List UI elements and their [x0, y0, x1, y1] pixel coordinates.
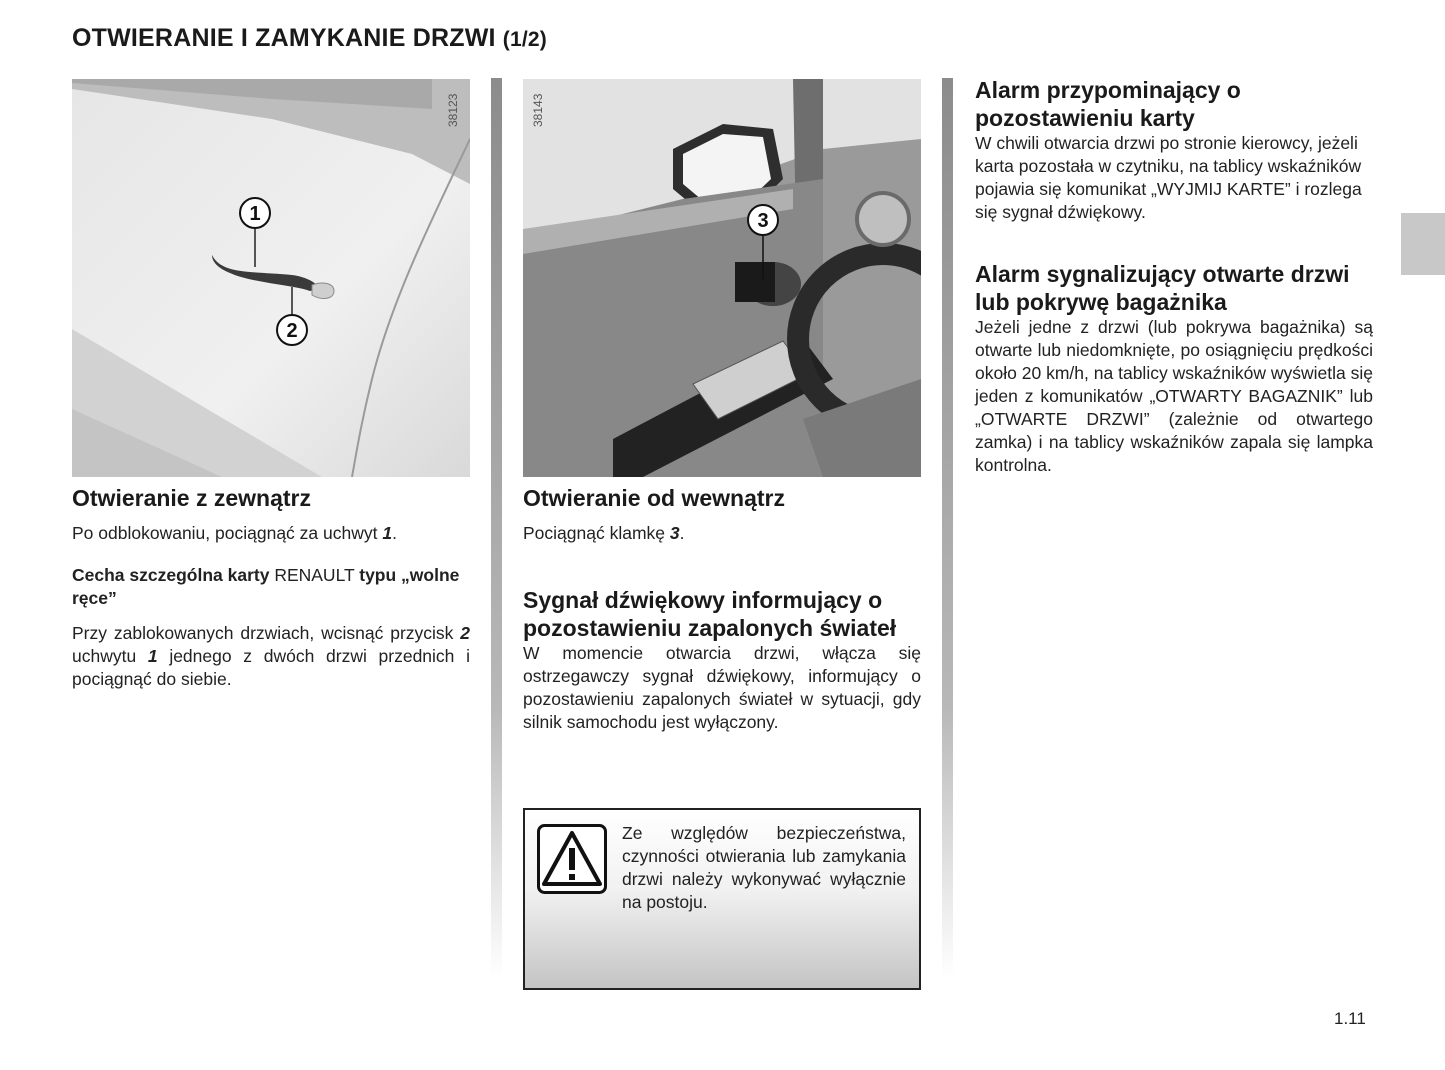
ref-handle-1b: 1: [147, 646, 158, 666]
heading-card-reminder: Alarm przypominający o pozostawieniu karty: [975, 77, 1241, 131]
paragraph-lights-signal: W momencie otwarcia drzwi, włącza się ostrzegawczy sygnał dźwiękowy, informujący o pozostawieniu zapalonych świateł w sytuacji, gdy silnik samochodu jest wyłączony.: [523, 643, 921, 732]
paragraph-unlock-end: .: [392, 523, 397, 543]
page-title-text: OTWIERANIE I ZAMYKANIE DRZWI: [72, 24, 496, 52]
safety-warning-text: Ze względów bezpieczeństwa, czynności otwierania lub zamykania drzwi należy wykonywać wyłącznie na postoju.: [622, 823, 906, 912]
ref-button-2: 2: [460, 623, 470, 643]
page-title: [72, 24, 547, 53]
column-separator-left: [491, 78, 502, 978]
figure-number: 38123: [446, 93, 460, 127]
paragraph-locked-b: uchwytu: [72, 646, 148, 666]
card-feature-bold1: Cecha szczególna karty: [72, 565, 270, 585]
paragraph-pull-end: .: [679, 523, 685, 543]
left-column: [72, 484, 470, 691]
callout-3: 3: [757, 210, 769, 232]
heading-lights-signal: Sygnał dźwiękowy informujący o pozostawieniu zapalonych świateł: [523, 587, 897, 641]
right-column: [975, 76, 1373, 477]
interior-door-illustration: [523, 79, 921, 477]
paragraph-locked-a: Przy zablokowanych drzwiach, wcisnąć przycisk: [72, 623, 461, 643]
card-feature-note: [72, 564, 470, 610]
paragraph-unlock: [72, 522, 470, 545]
heading-opening-outside: Otwieranie z zewnątrz: [72, 485, 312, 511]
paragraph-locked-doors: [72, 622, 470, 691]
exterior-door-illustration: [72, 79, 470, 477]
heading-open-door-alarm: Alarm sygnalizujący otwarte drzwi lub pokrywę bagażnika: [975, 261, 1350, 315]
figure-exterior-door-handle: [72, 79, 470, 477]
card-feature-normal: RENAULT: [269, 565, 360, 585]
ref-handle-1: 1: [382, 523, 393, 543]
column-separator-right: [942, 78, 953, 978]
paragraph-open-door-alarm: Jeżeli jedne z drzwi (lub pokrywa bagażnika) są otwarte lub niedomknięte, po osiągnięciu prędkości około 20 km/h, na tablicy wskaźników wyświetla się jeden z komunikatów „OTWARTY BAGAZNIK” lub „OTWARTE DRZWI” (zależnie od otwartego zamka) i na tablicy wskaźników zapala się lampka kontrolna.: [975, 317, 1373, 475]
safety-warning-box: [523, 808, 921, 990]
chapter-tab: [1401, 213, 1445, 275]
paragraph-pull-handle: [523, 522, 921, 545]
heading-opening-inside: Otwieranie od wewnątrz: [523, 485, 785, 511]
paragraph-card-reminder: W chwili otwarcia drzwi po stronie kierowcy, jeżeli karta pozostała w czytniku, na tablicy wskaźników pojawia się komunikat „WYJMIJ KARTE” i rozlega się sygnał dźwiękowy.: [975, 133, 1362, 222]
warning-triangle-icon: [537, 824, 607, 894]
paragraph-unlock-text: Po odblokowaniu, pociągnąć za uchwyt: [72, 523, 383, 543]
paragraph-pull-text: Pociągnąć klamkę: [523, 523, 670, 543]
page-title-part: (1/2): [502, 28, 547, 51]
figure-number: 38143: [531, 93, 545, 127]
card-feature-bold2: typu „wolne ręce”: [72, 565, 460, 608]
paragraph-locked-c: jednego z dwóch drzwi przednich i pociągnąć do siebie.: [72, 646, 470, 689]
figure-interior-door-handle: [523, 79, 921, 477]
callout-1: 1: [249, 203, 261, 225]
ref-handle-3: 3: [669, 523, 680, 543]
middle-column: [523, 484, 921, 734]
page-number: 1.11: [1334, 1009, 1366, 1028]
callout-2: 2: [286, 320, 298, 342]
